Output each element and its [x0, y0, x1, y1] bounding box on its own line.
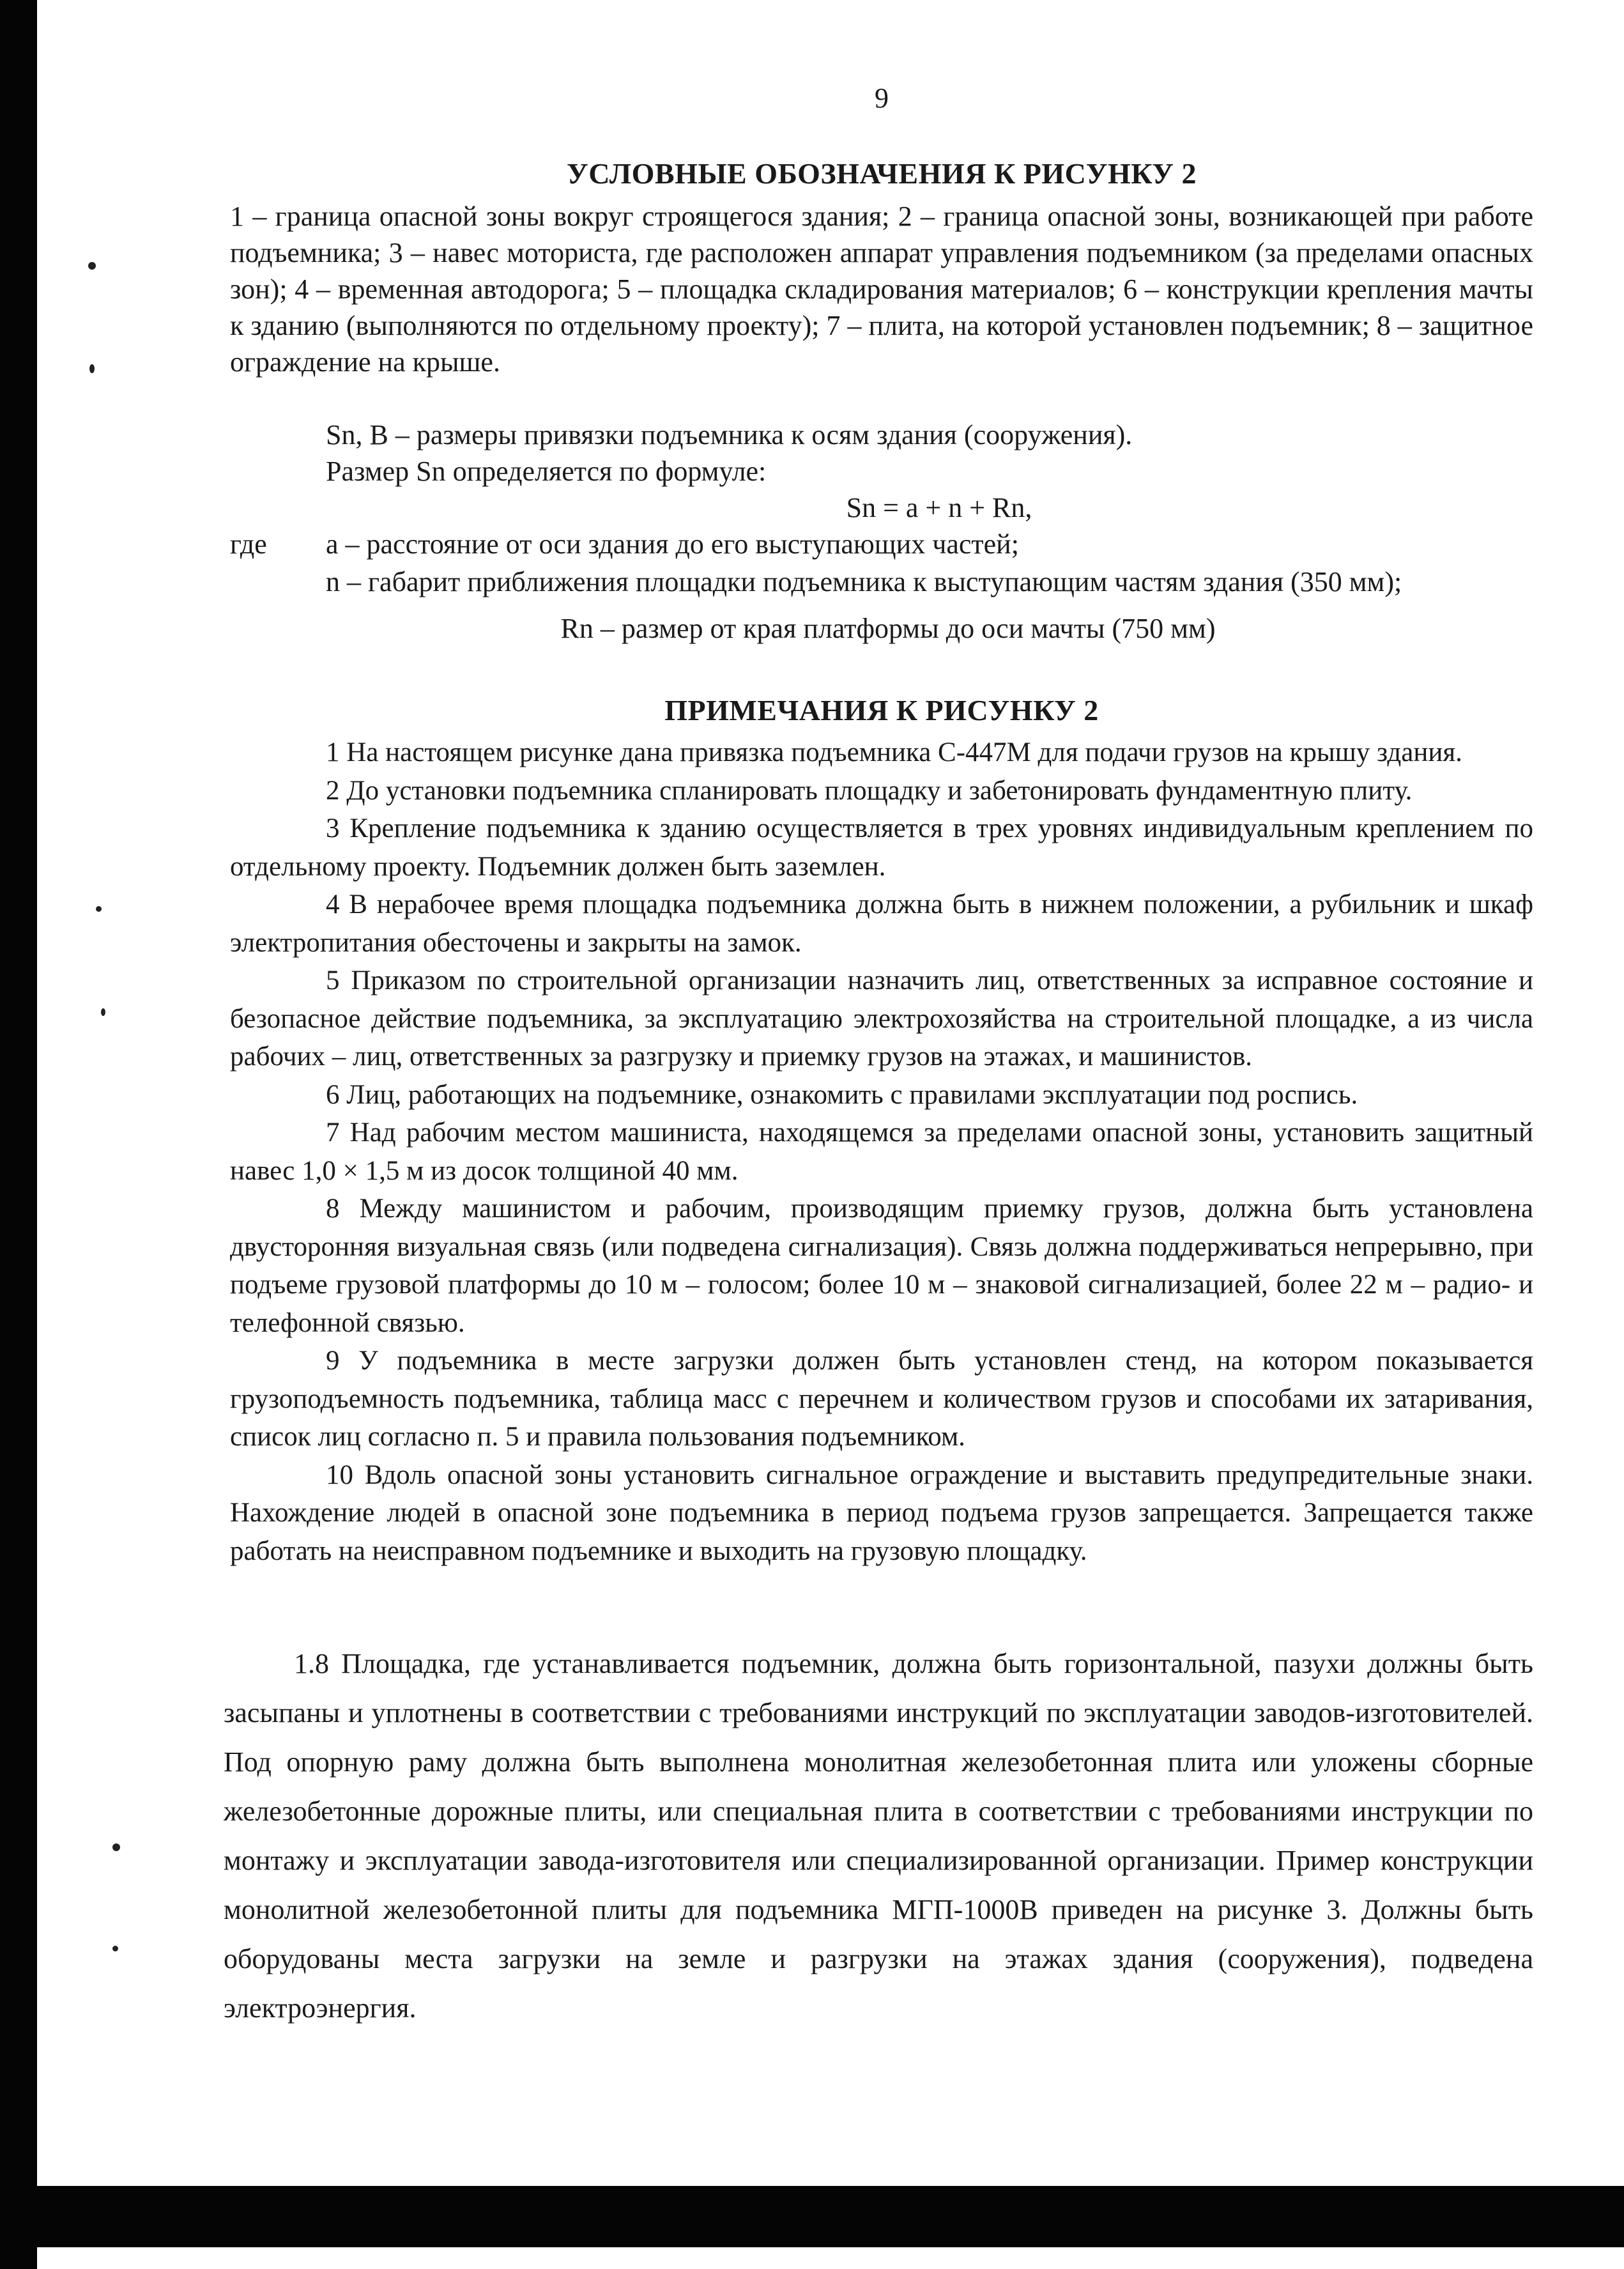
note-item: 1 На настоящем рисунке дана привязка подъемника С-447М для подачи грузов на крышу здания.	[326, 737, 1462, 767]
legend-items: 1 – граница опасной зоны вокруг строящегося здания; 2 – граница опасной зоны, возникающей при работе подъемника; 3 – навес моториста, где расположен аппарат управления подъемником (за пределами опасных зон); 4 – временная автодорога; 5 – площадка складирования материалов; 6 – конструкции крепления мачты к зданию (выполняются по отдельному проекту); 7 – плита, на которой установлен подъемник; 8 – защитное ограждение на крыше.	[230, 201, 1533, 378]
scan-speck	[88, 262, 96, 270]
note-item: 7 Над рабочим местом машиниста, находящемся за пределами опасной зоны, установить защитный навес 1,0 × 1,5 м из досок толщиной 40 мм.	[230, 1118, 1533, 1186]
paragraph-1-8: 1.8 Площадка, где устанавливается подъемник, должна быть горизонтальной, пазухи должны быть засыпаны и уплотнены в соответствии с требованиями инструкций по эксплуатации заводов-изготовителей. Под опорную раму должна быть выполнена монолитная железобетонная плита или уложены сборные железобетонные дорожные плиты, или специальная плита в соответствии с требованиями инструкции по монтажу и эксплуатации завода-изготовителя или специализированной организации. Пример конструкции монолитной железобетонной плиты для подъемника МГП-1000В приведен на рисунке 3. Должны быть оборудованы места загрузки на земле и разгрузки на этажах здания (сооружения), подведена электроэнергия.	[224, 1648, 1533, 2024]
definition-rn: Rn – размер от края платформы до оси мачты (750 мм)	[560, 613, 1216, 644]
note-item: 8 Между машинистом и рабочим, производящим приемку грузов, должна быть установлена двусторонняя визуальная связь (или подведена сигнализация). Связь должна поддерживаться непрерывно, при подъеме грузовой платформы до 10 м – голосом; более 10 м – знаковой сигнализацией, более 22 м – радио- и телефонной связью.	[230, 1194, 1533, 1338]
scan-speck	[96, 906, 102, 912]
notes-title: ПРИМЕЧАНИЯ К РИСУНКУ 2	[664, 694, 1099, 727]
note-item: 4 В нерабочее время площадка подъемника должна быть в нижнем положении, а рубильник и шкаф электропитания обесточены и закрыты на замок.	[230, 889, 1533, 958]
sn-formula: Sn = a + n + Rn,	[846, 492, 1032, 523]
document-page	[224, 0, 1533, 2173]
scan-border-left	[0, 0, 37, 2269]
legend-title: УСЛОВНЫЕ ОБОЗНАЧЕНИЯ К РИСУНКУ 2	[567, 157, 1197, 190]
note-item: 10 Вдоль опасной зоны установить сигнальное ограждение и выставить предупредительные знаки. Нахождение людей в опасной зоне подъемника в период подъема грузов запрещается. Запрещается также работать на неисправном подъемнике и выходить на грузовую площадку.	[230, 1459, 1533, 1566]
scan-speck	[112, 1946, 118, 1951]
notes-list	[230, 734, 1533, 1570]
note-item: 5 Приказом по строительной организации назначить лиц, ответственных за исправное состояние и безопасное действие подъемника, за эксплуатацию электрохозяйства на строительной площадке, а из числа рабочих – лиц, ответственных за разгрузку и приемку грузов на этажах, и машинистов.	[230, 965, 1533, 1072]
scan-speck	[89, 364, 95, 373]
where-label: где	[230, 528, 267, 560]
definition-n: n – габарит приближения площадки подъемника к выступающим частям здания (350 мм);	[326, 566, 1402, 597]
page-number: 9	[875, 82, 889, 114]
note-item: 2 До установки подъемника спланировать площадку и забетонировать фундаментную плиту.	[326, 775, 1413, 806]
scan-speck	[101, 1008, 105, 1016]
note-item: 6 Лиц, работающих на подъемнике, ознакомить с правилами эксплуатации под роспись.	[326, 1079, 1358, 1110]
sn-formula-intro: Размер Sn определяется по формуле:	[326, 456, 767, 487]
sn-b-definition: Sn, B – размеры привязки подъемника к осям здания (сооружения).	[326, 419, 1133, 450]
scan-border-bottom	[37, 2186, 1624, 2247]
note-item: 9 У подъемника в месте загрузки должен быть установлен стенд, на котором показывается грузоподъемность подъемника, таблица масс с перечнем и количеством грузов и способами их затаривания, список лиц согласно п. 5 и правила пользования подъемником.	[230, 1346, 1533, 1452]
definition-a: a – расстояние от оси здания до его выступающих частей;	[326, 528, 1019, 560]
scan-speck	[112, 1843, 120, 1851]
note-item: 3 Крепление подъемника к зданию осуществляется в трех уровнях индивидуальным креплением по отдельному проекту. Подъемник должен быть заземлен.	[230, 813, 1533, 882]
